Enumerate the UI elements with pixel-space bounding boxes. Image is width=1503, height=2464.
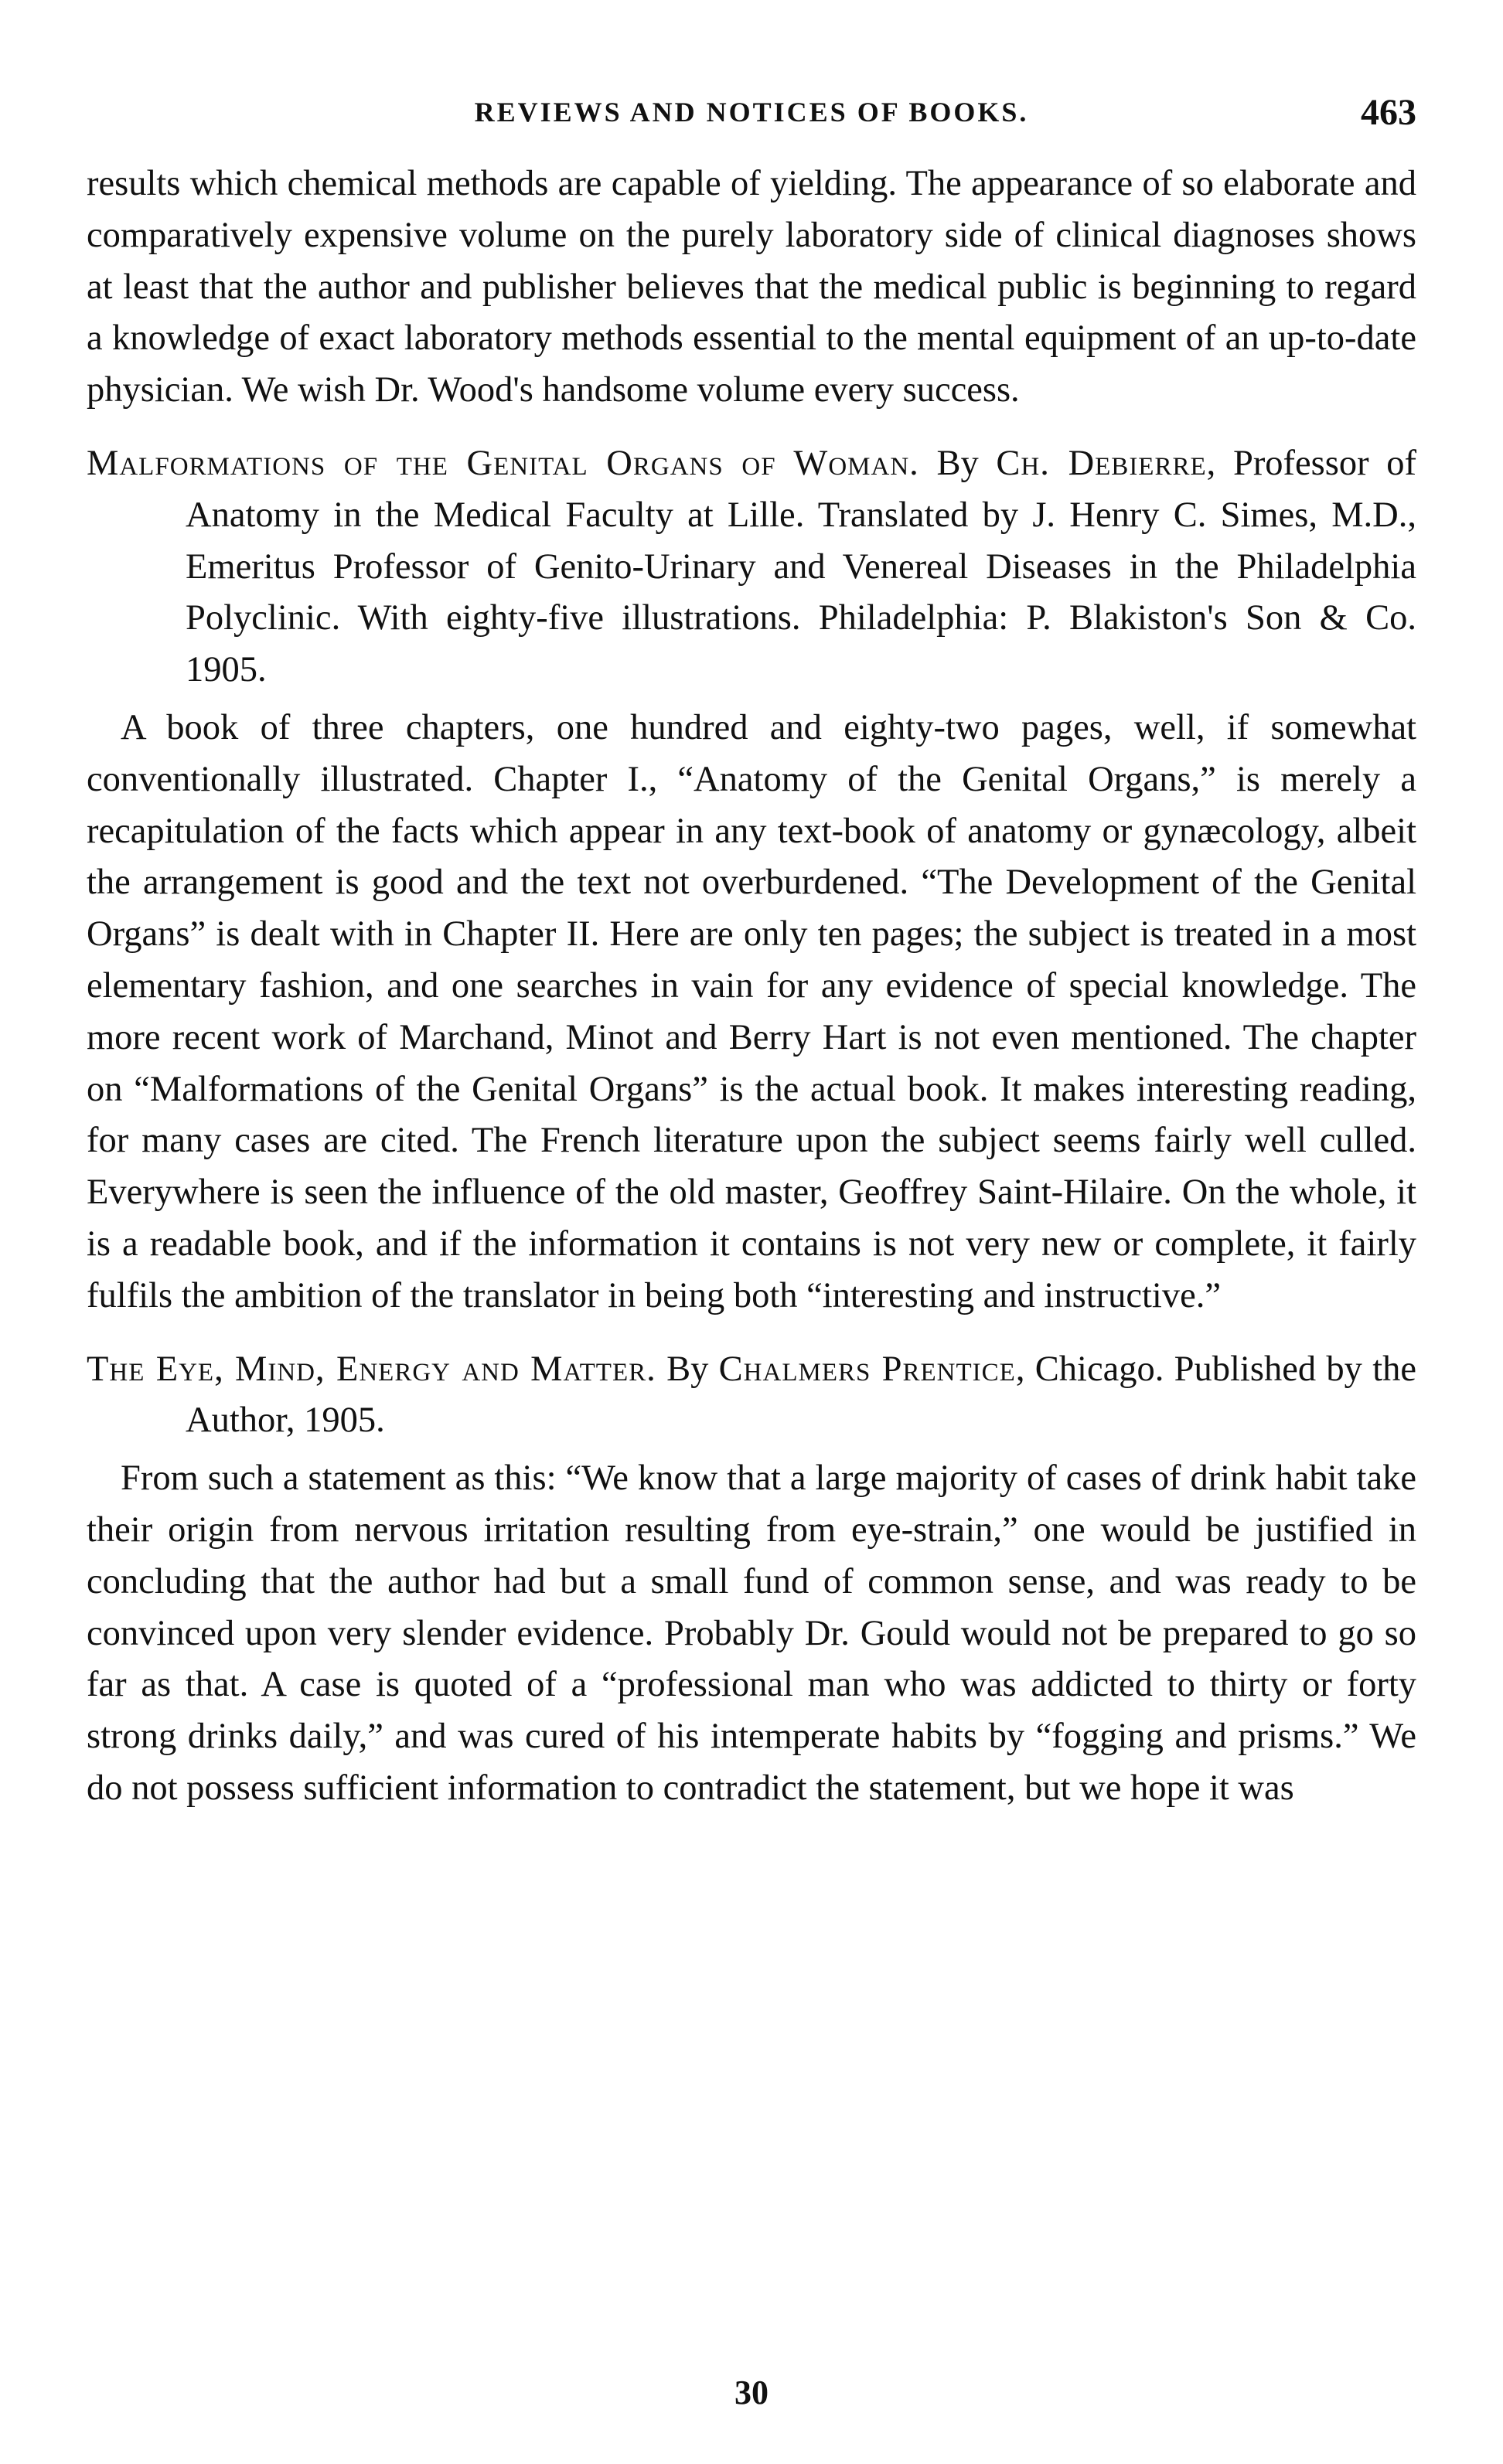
review-body-eye-mind: From such a statement as this: “We know that a large majority of cases of drink habit take their origin from nervous irritation resulting from eye-strain,” one would be justified in concluding that the author had but a small fund of common sense, and was ready to be convinced upon very slender evidence. Probably Dr. Gould would not be prepared to go so far as that. A case is quoted of a “professional man who was addicted to thirty or forty strong drinks daily,” and was cured of his intemperate habits by “fogging and prisms.” We do not possess sufficient information to contradict the statement, but we hope it was	[87, 1458, 1416, 1808]
review-details: , Professor of Anatomy in the Medical Faculty at Lille. Translated by J. Henry C. Simes, M.D., Emeritus Professor of Genito-Urinary and Venereal Diseases in the Philadelphia Polyclinic. With eighty-five illustrations. Philadelphia: P. Blakiston's Son & Co. 1905.	[186, 443, 1417, 690]
review-body-malformations: A book of three chapters, one hundred and eighty-two pages, well, if somewhat conventionally illustrated. Chapter I., “Anatomy of the Genital Organs,” is merely a recapitulation of the facts which appear in any text-book of anatomy or gynæcology, albeit the arrangement is good and the text not overburdened. “The Development of the Genital Organs” is dealt with in Chapter II. Here are only ten pages; the subject is treated in a most elementary fashion, and one searches in vain for any evidence of special knowledge. The more recent work of Marchand, Minot and Berry Hart is not even mentioned. The chapter on “Malformations of the Genital Organs” is the actual book. It makes interesting reading, for many cases are cited. The French literature upon the subject seems fairly well culled. Everywhere is seen the influence of the old master, Geoffrey Saint-Hilaire. On the whole, it is a readable book, and if the information it contains is not very new or complete, it fairly fulfils the ambition of the translator in being both “interesting and instructive.”	[87, 707, 1416, 1315]
continuation-paragraph: results which chemical methods are capable of yielding. The appearance of so elaborate and comparatively expensive volume on the purely laboratory side of clinical diagnoses shows at least that the author and publisher believes that the medical public is beginning to regard a knowledge of exact laboratory methods essential to the mental equipment of an up-to-date physician. We wish Dr. Wood's handsome volume every success.	[87, 164, 1416, 410]
review-author: Ch. Debierre	[996, 443, 1207, 483]
review-title: The Eye, Mind, Energy and Matter.	[87, 1349, 656, 1389]
body-text	[87, 158, 1416, 1815]
review-by: By	[936, 443, 979, 483]
running-head	[87, 91, 1416, 138]
review-author: Chalmers Prentice	[718, 1349, 1016, 1389]
running-title: REVIEWS AND NOTICES OF BOOKS.	[474, 97, 1029, 128]
page-number: 463	[1361, 92, 1416, 133]
review-by: By	[666, 1349, 709, 1389]
review-details: , Chicago. Published by the Author, 1905.	[186, 1349, 1416, 1441]
review-entry-eye-mind	[87, 1344, 1416, 1448]
review-title: Malformations of the Genital Organs of Woman.	[87, 443, 919, 483]
signature-mark: 30	[734, 2374, 769, 2411]
review-entry-malformations	[87, 438, 1416, 696]
